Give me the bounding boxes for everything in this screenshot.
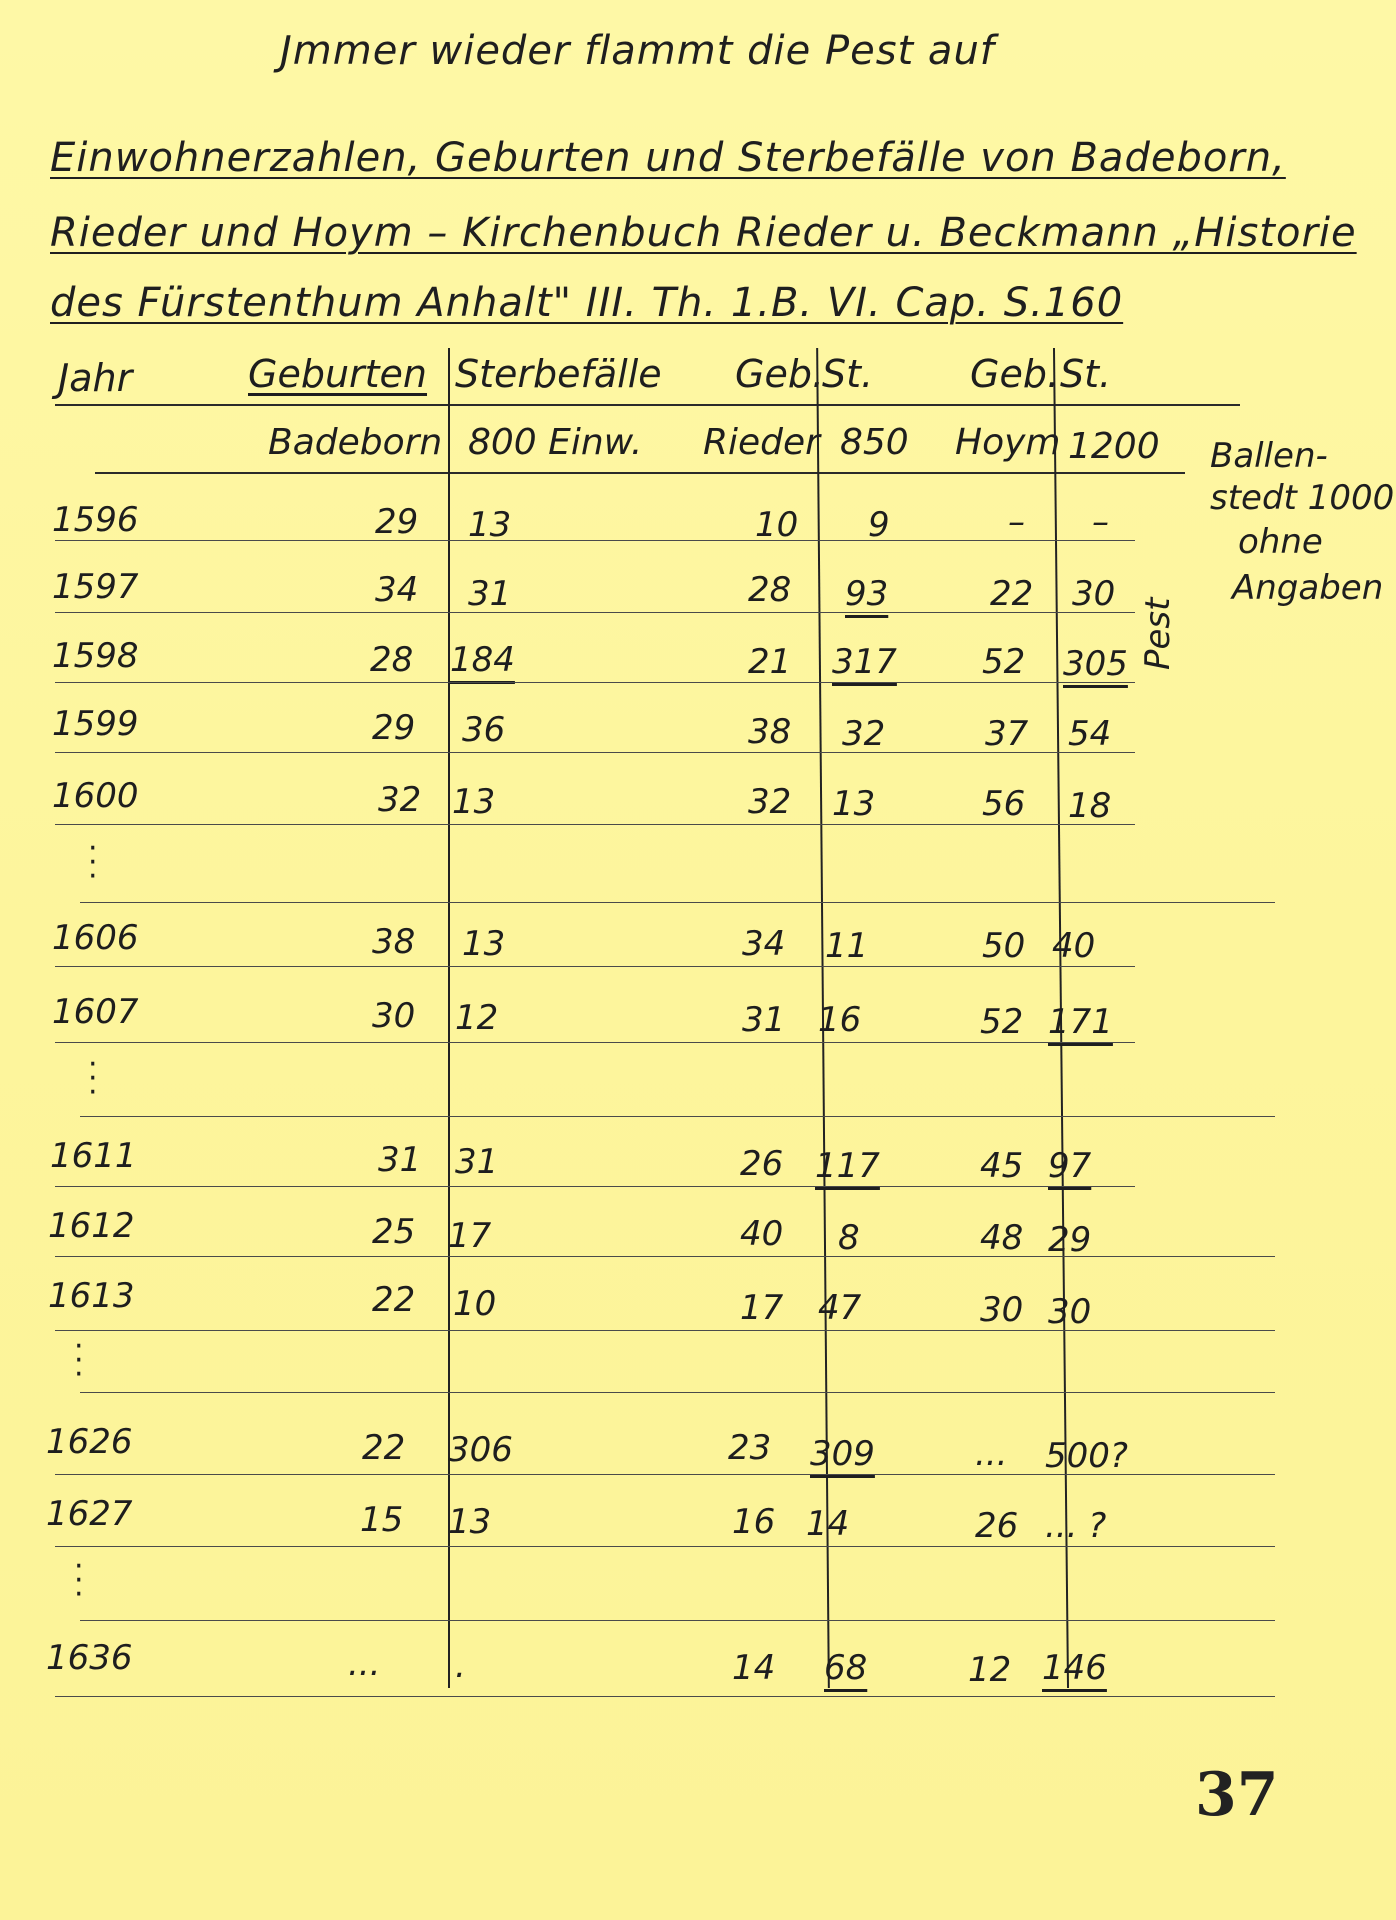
header-badeborn-einw: 800 Einw. xyxy=(468,422,643,463)
cell-badeborn-geb: 29 xyxy=(372,708,416,748)
row-rule xyxy=(55,682,1135,683)
cell-rieder-st: 32 xyxy=(842,714,886,754)
cell-badeborn-st: 12 xyxy=(455,998,499,1038)
cell-hoym-geb: 12 xyxy=(968,1650,1012,1690)
cell-badeborn-geb: 29 xyxy=(375,502,419,542)
cell-rieder-geb: 26 xyxy=(740,1144,784,1184)
subtitle-line-2: Rieder und Hoym – Kirchenbuch Rieder u. Beckmann „Historie xyxy=(50,210,1357,256)
header-rule-bottom xyxy=(95,472,1185,474)
cell-rieder-st: 11 xyxy=(825,926,869,966)
row-year-1597: 1597 xyxy=(52,567,139,607)
row-year-1611: 1611 xyxy=(50,1136,137,1176)
row-rule xyxy=(80,1392,1275,1393)
cell-rieder-geb: 38 xyxy=(748,712,792,752)
header-rieder: Rieder xyxy=(703,422,820,463)
cell-rieder-st: 16 xyxy=(818,1000,862,1040)
header-geb-rieder: Geb. xyxy=(735,352,825,396)
side-note-line-4: Angaben xyxy=(1232,568,1384,608)
row-year-1626: 1626 xyxy=(46,1422,133,1462)
cell-hoym-st: 30 xyxy=(1048,1292,1092,1332)
cell-rieder-st: 9 xyxy=(868,505,890,545)
cell-hoym-st: ... ? xyxy=(1045,1506,1107,1546)
cell-rieder-geb: 16 xyxy=(732,1502,776,1542)
cell-hoym-geb: 56 xyxy=(982,784,1026,824)
cell-badeborn-geb: 28 xyxy=(370,640,414,680)
cell-rieder-st: 47 xyxy=(818,1288,862,1328)
cell-hoym-geb: 48 xyxy=(980,1218,1024,1258)
header-jahr: Jahr xyxy=(58,356,133,400)
ellipsis-vertical: · · · xyxy=(88,1047,98,1110)
header-badeborn: Badeborn xyxy=(268,422,443,463)
subtitle-line-1: Einwohnerzahlen, Geburten und Sterbefälle von Badeborn, xyxy=(50,135,1286,181)
cell-rieder-st: 14 xyxy=(806,1504,850,1544)
cell-hoym-geb: 26 xyxy=(975,1506,1019,1546)
cell-badeborn-st: 13 xyxy=(462,924,506,964)
header-st-rieder: St. xyxy=(822,352,874,396)
row-year-1636: 1636 xyxy=(46,1638,133,1678)
row-rule xyxy=(55,824,1135,825)
ellipsis-vertical: · · · xyxy=(74,1549,84,1612)
row-rule xyxy=(55,1474,1275,1475)
cell-rieder-geb: 23 xyxy=(728,1428,772,1468)
row-year-1613: 1613 xyxy=(48,1276,135,1316)
cell-rieder-geb: 34 xyxy=(742,924,786,964)
ellipsis-vertical: · · · xyxy=(74,1329,84,1392)
cell-badeborn-geb: 22 xyxy=(372,1280,416,1320)
cell-rieder-geb: 10 xyxy=(755,505,799,545)
side-note-line-2: stedt 1000 xyxy=(1210,478,1395,518)
cell-hoym-st: – xyxy=(1092,502,1109,542)
row-rule xyxy=(55,1546,1275,1547)
row-year-1598: 1598 xyxy=(52,636,139,676)
cell-hoym-st: 146 xyxy=(1042,1648,1107,1688)
cell-badeborn-geb: 38 xyxy=(372,922,416,962)
cell-badeborn-st: 306 xyxy=(448,1430,513,1470)
row-rule xyxy=(80,1620,1275,1621)
page-title: Jmmer wieder flammt die Pest auf xyxy=(280,28,995,74)
cell-badeborn-st: 36 xyxy=(462,710,506,750)
header-geburten: Geburten xyxy=(248,352,428,396)
header-hoym-einw: 1200 xyxy=(1068,426,1160,467)
cell-hoym-st: 18 xyxy=(1068,786,1112,826)
header-sterbefaelle: Sterbefälle xyxy=(455,352,662,396)
cell-rieder-st: 68 xyxy=(824,1648,868,1688)
side-note-line-1: Ballen- xyxy=(1210,436,1328,476)
cell-badeborn-st: 184 xyxy=(450,640,515,680)
cell-hoym-st: 305 xyxy=(1063,644,1128,684)
row-rule xyxy=(55,752,1135,753)
cell-badeborn-geb: 30 xyxy=(372,996,416,1036)
pest-label: Pest xyxy=(1138,597,1178,670)
cell-rieder-st: 8 xyxy=(838,1218,860,1258)
cell-hoym-geb: – xyxy=(1008,502,1025,542)
cell-hoym-st: 500? xyxy=(1045,1436,1128,1476)
row-rule xyxy=(55,1186,1135,1187)
cell-rieder-geb: 21 xyxy=(748,642,792,682)
cell-hoym-st: 30 xyxy=(1072,574,1116,614)
cell-badeborn-st: 13 xyxy=(452,782,496,822)
cell-rieder-geb: 32 xyxy=(748,782,792,822)
cell-badeborn-st: . xyxy=(455,1646,466,1686)
header-geb-hoym: Geb. xyxy=(970,352,1060,396)
cell-hoym-geb: 30 xyxy=(980,1290,1024,1330)
cell-badeborn-geb: 22 xyxy=(362,1428,406,1468)
cell-hoym-geb: 52 xyxy=(982,642,1026,682)
cell-badeborn-st: 10 xyxy=(453,1284,497,1324)
row-year-1606: 1606 xyxy=(52,918,139,958)
row-rule xyxy=(55,966,1135,967)
cell-rieder-st: 117 xyxy=(815,1146,880,1186)
cell-rieder-geb: 14 xyxy=(732,1648,776,1688)
cell-badeborn-st: 31 xyxy=(455,1142,499,1182)
cell-badeborn-geb: 25 xyxy=(372,1212,416,1252)
page-number: 37 xyxy=(1195,1760,1279,1830)
cell-rieder-st: 13 xyxy=(832,784,876,824)
cell-rieder-st: 317 xyxy=(832,642,897,682)
row-year-1607: 1607 xyxy=(52,992,139,1032)
row-rule xyxy=(55,1330,1275,1331)
header-hoym: Hoym xyxy=(955,422,1061,463)
cell-rieder-geb: 28 xyxy=(748,570,792,610)
cell-badeborn-st: 13 xyxy=(448,1502,492,1542)
ellipsis-vertical: · · · xyxy=(88,831,98,894)
cell-rieder-st: 309 xyxy=(810,1434,875,1474)
row-year-1612: 1612 xyxy=(48,1206,135,1246)
row-rule xyxy=(55,1042,1135,1043)
cell-badeborn-geb: ... xyxy=(348,1644,381,1684)
cell-rieder-geb: 17 xyxy=(740,1288,784,1328)
cell-hoym-geb: 37 xyxy=(985,714,1029,754)
row-year-1596: 1596 xyxy=(52,500,139,540)
row-year-1599: 1599 xyxy=(52,704,139,744)
cell-hoym-st: 54 xyxy=(1068,714,1112,754)
cell-hoym-st: 40 xyxy=(1052,926,1096,966)
cell-hoym-geb: 50 xyxy=(982,926,1026,966)
cell-rieder-st: 93 xyxy=(845,574,889,614)
row-year-1600: 1600 xyxy=(52,776,139,816)
cell-badeborn-geb: 34 xyxy=(375,570,419,610)
row-year-1627: 1627 xyxy=(46,1494,133,1534)
cell-hoym-st: 171 xyxy=(1048,1002,1113,1042)
cell-badeborn-st: 13 xyxy=(468,505,512,545)
row-rule xyxy=(55,1256,1275,1257)
column-divider-1 xyxy=(448,348,450,1688)
cell-hoym-geb: 45 xyxy=(980,1146,1024,1186)
side-note-line-3: ohne xyxy=(1238,522,1323,562)
row-rule xyxy=(80,1116,1275,1117)
cell-badeborn-st: 17 xyxy=(448,1216,492,1256)
cell-hoym-geb: ... xyxy=(975,1434,1008,1474)
cell-badeborn-geb: 31 xyxy=(378,1140,422,1180)
cell-rieder-geb: 40 xyxy=(740,1214,784,1254)
cell-badeborn-geb: 15 xyxy=(360,1500,404,1540)
row-rule xyxy=(80,902,1275,903)
cell-hoym-st: 97 xyxy=(1048,1146,1092,1186)
cell-badeborn-st: 31 xyxy=(468,574,512,614)
cell-hoym-st: 29 xyxy=(1048,1220,1092,1260)
header-rule-top xyxy=(55,404,1240,406)
header-rieder-einw: 850 xyxy=(840,422,909,463)
row-rule xyxy=(55,1696,1275,1697)
row-rule xyxy=(55,540,1135,541)
subtitle-line-3: des Fürstenthum Anhalt" III. Th. 1.B. VI. Cap. S.160 xyxy=(50,280,1124,326)
cell-rieder-geb: 31 xyxy=(742,1000,786,1040)
row-rule xyxy=(55,612,1135,613)
cell-hoym-geb: 52 xyxy=(980,1002,1024,1042)
cell-hoym-geb: 22 xyxy=(990,574,1034,614)
cell-badeborn-geb: 32 xyxy=(378,780,422,820)
header-st-hoym: St. xyxy=(1060,352,1112,396)
